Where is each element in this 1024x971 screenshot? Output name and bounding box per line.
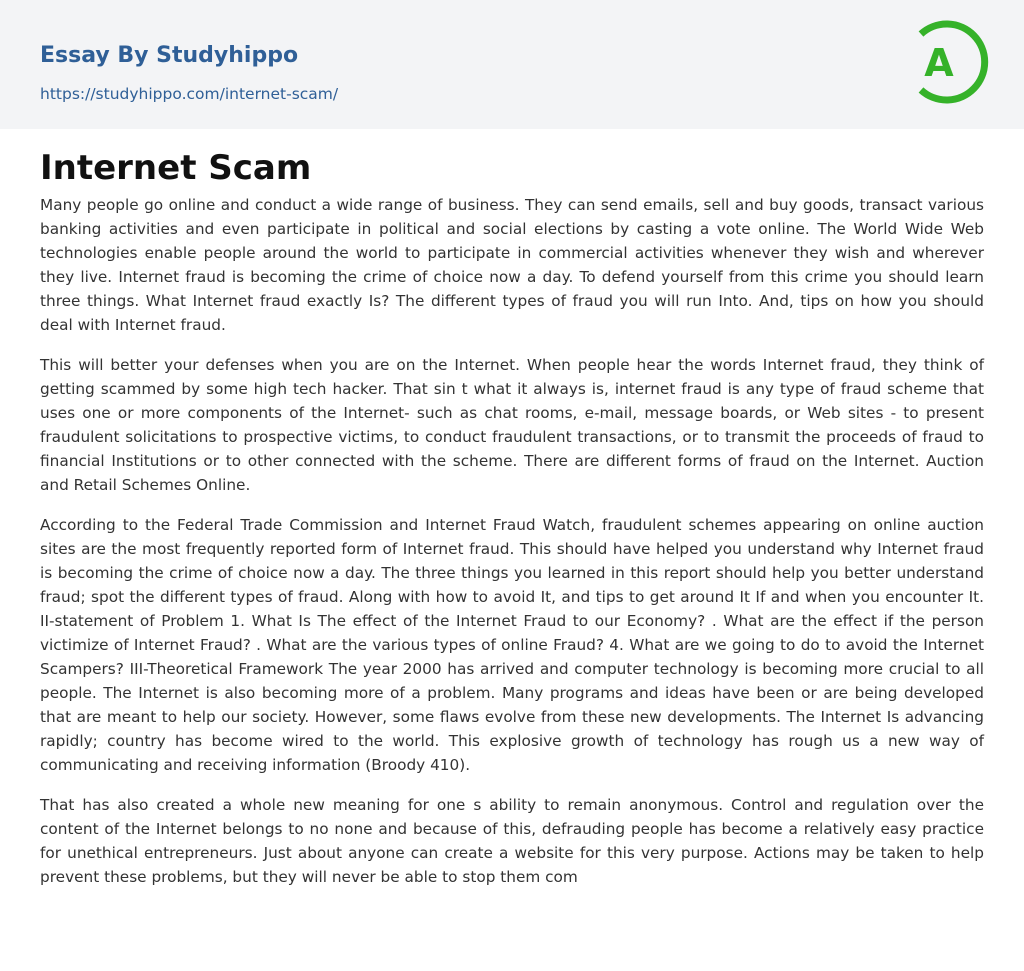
site-header [0, 0, 1024, 129]
article-paragraph: According to the Federal Trade Commission and Internet Fraud Watch, fraudulent schemes appearing on online auction sites are the most frequently reported form of Internet fraud. This should have helped you understand why Internet fraud is becoming the crime of choice now a day. The three things you learned in this report should help you better understand fraud; spot the different types of fraud. Along with how to avoid It, and tips to get around It If and when you encounter It. II-statement of Problem 1. What Is The effect of the Internet Fraud to our Economy? . What are the effect if the person victimize of Internet Fraud? . What are the various types of online Fraud? 4. What are we going to do to avoid the Internet Scampers? III-Theoretical Framework The year 2000 has arrived and computer technology is becoming more crucial to all people. The Internet is also becoming more of a problem. Many programs and ideas have been or are being developed that are meant to help our society. However, some flaws evolve from these new developments. The Internet Is advancing rapidly; country has become wired to the world. This explosive growth of technology has rough us a new way of communicating and receiving information (Broody 410). [40, 516, 984, 774]
article-paragraph: Many people go online and conduct a wide range of business. They can send emails, sell and buy goods, transact various banking activities and even participate in political and social elections by casting a vote online. The World Wide Web technologies enable people around the world to participate in commercial activities whenever they wish and wherever they live. Internet fraud is becoming the crime of choice now a day. To defend yourself from this crime you should learn three things. What Internet fraud exactly Is? The different types of fraud you will run Into. And, tips on how you should deal with Internet fraud. [40, 196, 984, 334]
studyhippo-logo-icon[interactable] [904, 16, 990, 108]
article-paragraph: That has also created a whole new meaning for one s ability to remain anonymous. Control and regulation over the content of the Internet belongs to no none and because of this, defrauding people has become a relatively easy practice for unethical entrepreneurs. Just about anyone can create a website for this very purpose. Actions may be taken to help prevent these problems, but they will never be able to stop them com [40, 796, 984, 886]
article-paragraph: This will better your defenses when you are on the Internet. When people hear the words Internet fraud, they think of getting scammed by some high tech hacker. That sin t what it always is, internet fraud is any type of fraud scheme that uses one or more components of the Internet- such as chat rooms, e-mail, message boards, or Web sites - to present fraudulent solicitations to prospective victims, to conduct fraudulent transactions, or to transmit the proceeds of fraud to financial Institutions or to other connected with the scheme. There are different forms of fraud on the Internet. Auction and Retail Schemes Online. [40, 356, 984, 494]
logo-letter: A [924, 41, 954, 85]
brand-title: Essay By Studyhippo [40, 43, 299, 68]
article-title: Internet Scam [40, 148, 312, 188]
article-body [40, 193, 984, 905]
essay-url-link[interactable]: https://studyhippo.com/internet-scam/ [40, 85, 339, 103]
